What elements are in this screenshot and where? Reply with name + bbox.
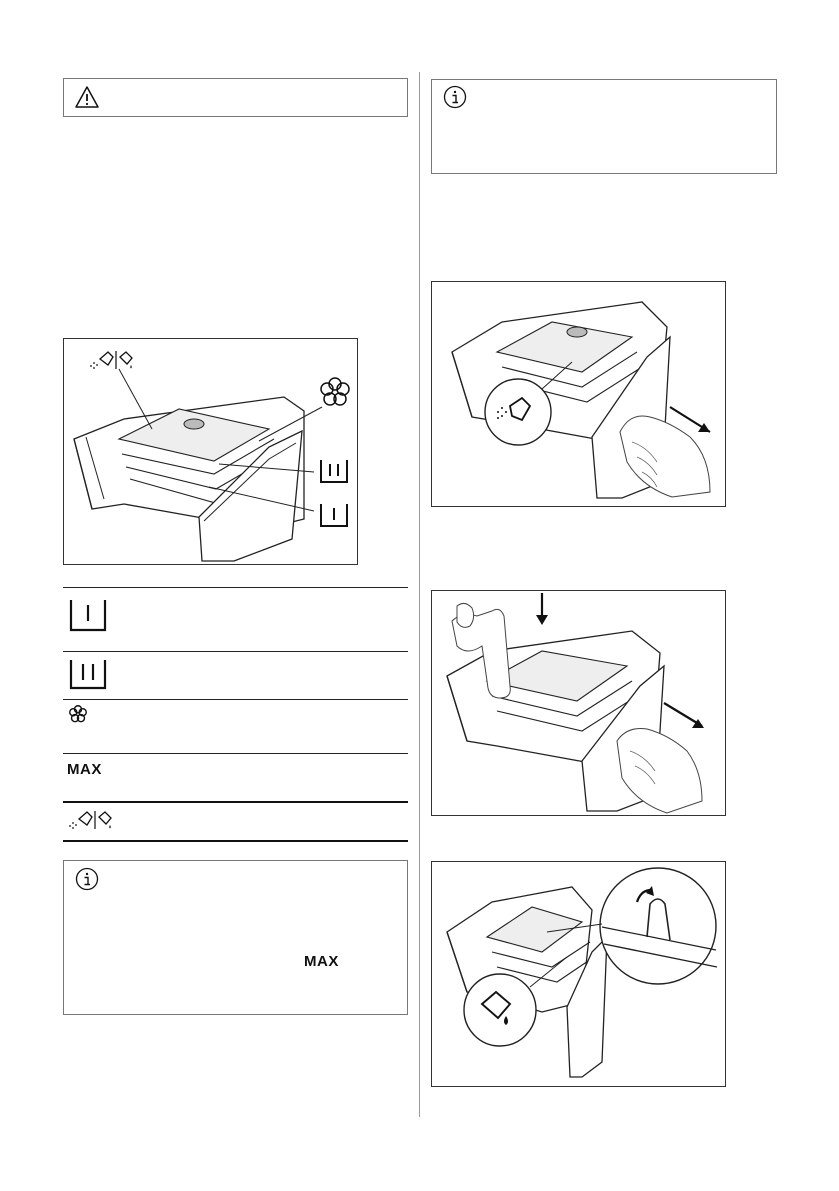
info-icon <box>443 85 467 109</box>
warning-box <box>63 78 408 117</box>
main-wash-compartment-icon <box>67 656 109 692</box>
prewash-compartment-icon <box>318 501 350 529</box>
column-divider <box>419 72 420 1117</box>
powder-liquid-detergent-icon <box>88 349 138 373</box>
info-box <box>63 860 408 1015</box>
dispenser-diagram <box>63 338 358 565</box>
table-row <box>63 754 408 800</box>
illustration-press-lever-remove-drawer <box>431 590 726 816</box>
fabric-softener-icon <box>68 704 88 724</box>
prewash-compartment-icon <box>67 596 109 634</box>
liquid-detergent-icon <box>476 986 524 1032</box>
table-row <box>63 803 408 839</box>
max-label: MAX <box>304 953 339 970</box>
info-box-right <box>431 79 777 174</box>
illustration-flap-position-liquid <box>431 861 726 1087</box>
table-row <box>63 588 408 650</box>
main-wash-compartment-icon <box>318 457 350 485</box>
max-level-mark: MAX <box>67 761 102 778</box>
powder-detergent-icon <box>494 394 538 428</box>
table-row <box>63 652 408 698</box>
powder-liquid-detergent-icon <box>67 809 117 833</box>
press-arrow-icon <box>536 593 548 627</box>
warning-icon <box>74 85 100 109</box>
info-icon <box>75 867 99 891</box>
table-bottom-rule <box>63 840 408 842</box>
fabric-softener-icon <box>318 375 352 409</box>
illustration-pull-out-drawer <box>431 281 726 507</box>
table-row <box>63 700 408 752</box>
